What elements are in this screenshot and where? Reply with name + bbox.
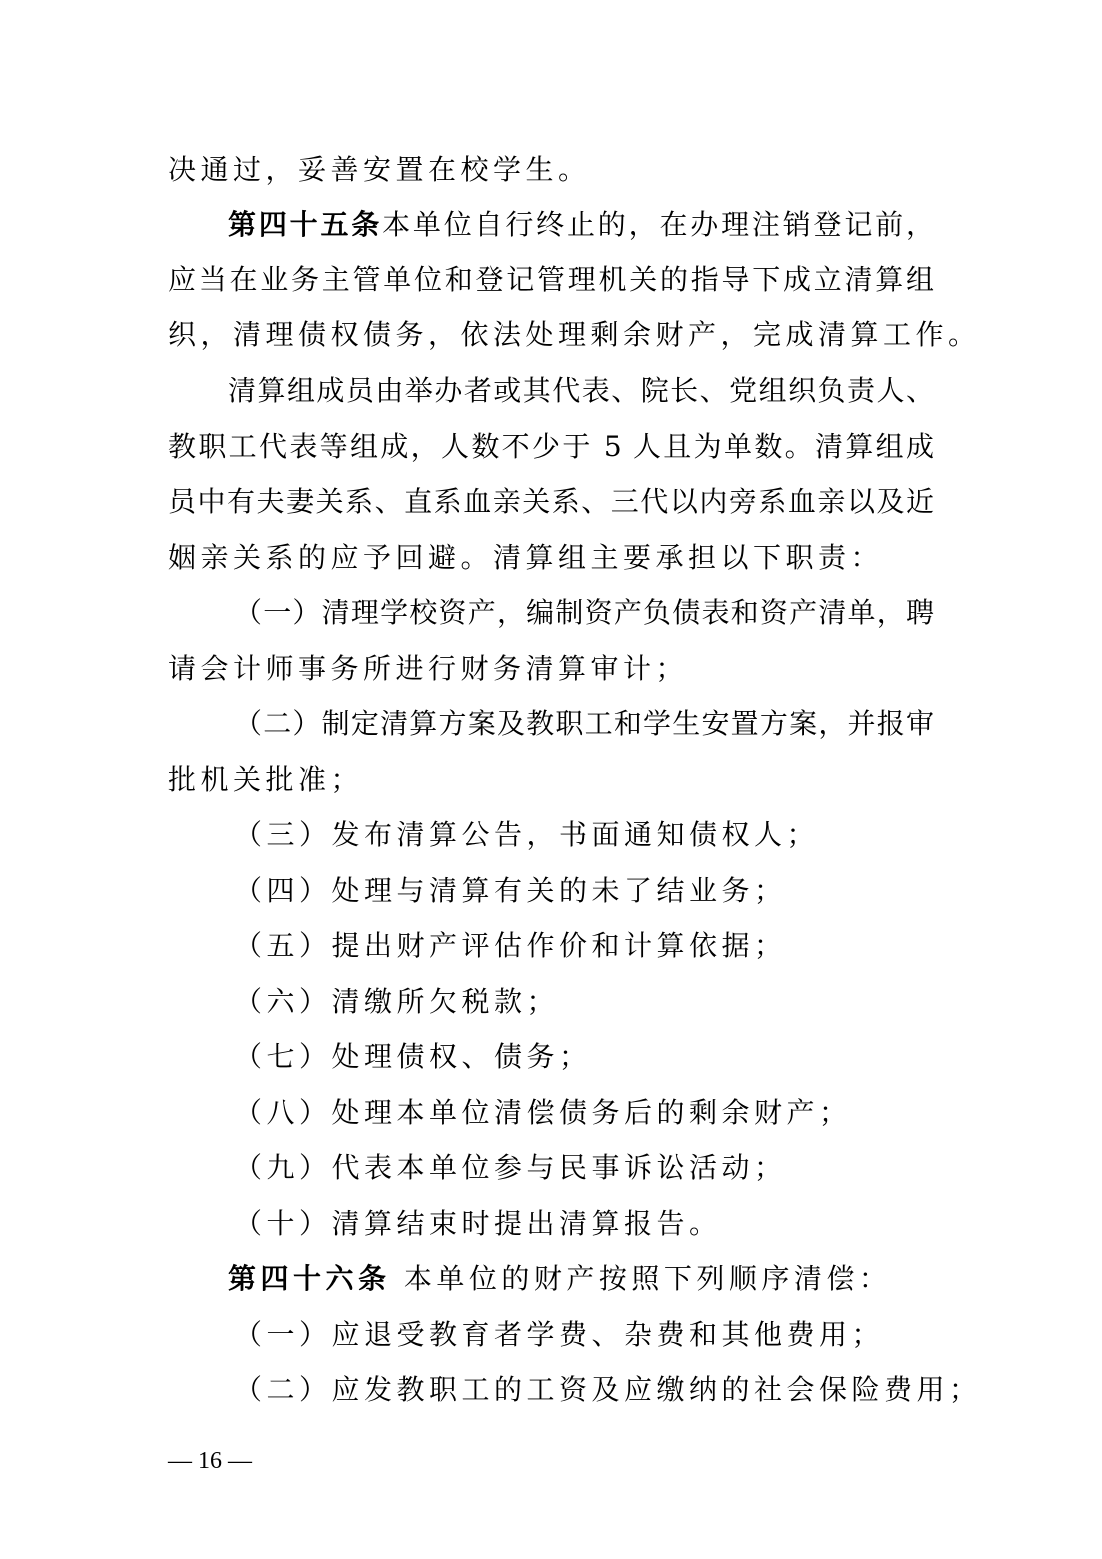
list-item: （六）清缴所欠税款； (234, 985, 560, 1018)
text-line: 教职工代表等组成，人数不少于 5 人且为单数。清算组成 (168, 430, 934, 463)
text-line: 姻亲关系的应予回避。清算组主要承担以下职责： (168, 541, 884, 574)
article-46-line (228, 1259, 934, 1299)
list-item: （五）提出财产评估作价和计算依据； (234, 929, 787, 962)
text-line: 批机关批准； (168, 763, 364, 796)
text-line: 请会计师事务所进行财务清算审计； (168, 652, 689, 685)
article-45-line (228, 205, 934, 245)
list-item: （八）处理本单位清偿债务后的剩余财产； (234, 1096, 852, 1129)
list-item: （七）处理债权、债务； (234, 1040, 592, 1073)
text-line: 应当在业务主管单位和登记管理机关的指导下成立清算组 (168, 263, 934, 296)
list-item: （一）应退受教育者学费、杂费和其他费用； (234, 1318, 885, 1351)
list-item: （十）清算结束时提出清算报告。 (234, 1207, 722, 1240)
list-item: （二）应发教职工的工资及应缴纳的社会保险费用； (234, 1373, 982, 1406)
text-line: 员中有夫妻关系、直系血亲关系、三代以内旁系血亲以及近 (168, 485, 934, 518)
list-item: （三）发布清算公告，书面通知债权人； (234, 818, 820, 851)
page-number: — 16 — (168, 1448, 252, 1474)
list-item: （九）代表本单位参与民事诉讼活动； (234, 1151, 787, 1184)
list-item: （一）清理学校资产，编制资产负债表和资产清单，聘 (234, 596, 934, 629)
list-item: （二）制定清算方案及教职工和学生安置方案，并报审 (234, 707, 934, 740)
text-line: 清算组成员由举办者或其代表、院长、党组织负责人、 (228, 374, 934, 407)
text-line: 本单位的财产按照下列顺序清偿： (403, 1262, 892, 1295)
article-45-heading: 第四十五条 (228, 208, 383, 241)
text-line: 织，清理债权债务，依法处理剩余财产，完成清算工作。 (168, 318, 981, 351)
article-46-heading: 第四十六条 (228, 1262, 391, 1295)
text-line: 本单位自行终止的，在办理注销登记前， (382, 208, 934, 241)
list-item: （四）处理与清算有关的未了结业务； (234, 874, 787, 907)
text-line: 决通过，妥善安置在校学生。 (168, 153, 591, 186)
